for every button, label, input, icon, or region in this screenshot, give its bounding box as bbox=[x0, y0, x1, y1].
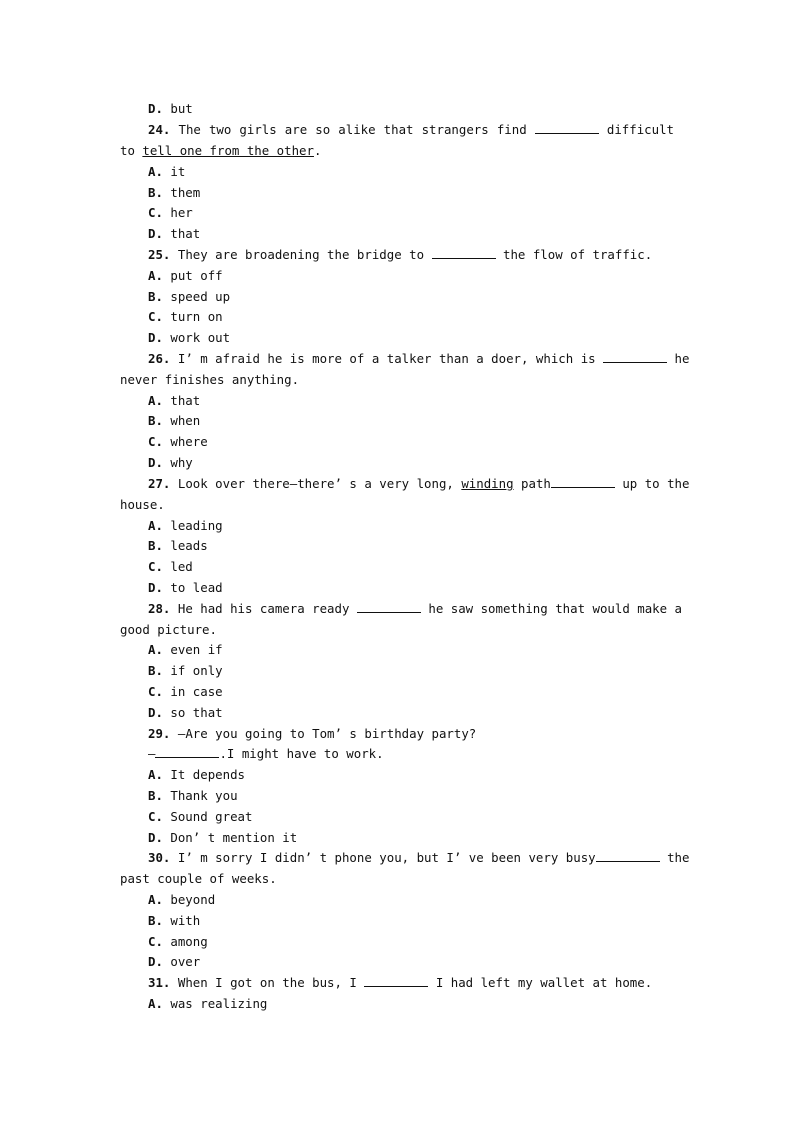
option-text: so that bbox=[170, 705, 223, 720]
option-26-b bbox=[148, 411, 674, 432]
stem-text-after: the bbox=[667, 850, 690, 865]
option-letter: A. bbox=[148, 996, 163, 1011]
dash: — bbox=[148, 746, 156, 761]
option-25-b bbox=[148, 287, 674, 308]
option-text: beyond bbox=[170, 892, 216, 907]
option-text: put off bbox=[170, 268, 223, 283]
stem-text: When I got on the bus, I bbox=[177, 975, 357, 990]
option-letter: D. bbox=[148, 101, 163, 116]
option-text: led bbox=[170, 559, 193, 574]
question-number: 31. bbox=[148, 975, 171, 990]
question-29-stem bbox=[148, 724, 674, 745]
option-text: leading bbox=[170, 518, 223, 533]
option-text: that bbox=[170, 393, 201, 408]
stem-text: The two girls are so alike that strangers find bbox=[178, 122, 527, 137]
option-25-d bbox=[148, 328, 674, 349]
question-number: 25. bbox=[148, 247, 171, 262]
option-letter: D. bbox=[148, 954, 163, 969]
option-letter: C. bbox=[148, 434, 163, 449]
option-letter: B. bbox=[148, 185, 163, 200]
question-24-stem-line2 bbox=[120, 141, 674, 162]
question-24-stem bbox=[148, 120, 674, 141]
stem-text-after: .I might have to work. bbox=[219, 746, 384, 761]
question-number: 26. bbox=[148, 351, 171, 366]
option-letter: C. bbox=[148, 934, 163, 949]
option-text: speed up bbox=[170, 289, 231, 304]
option-letter: D. bbox=[148, 580, 163, 595]
option-28-c bbox=[148, 682, 674, 703]
stem-text: He had his camera ready bbox=[177, 601, 350, 616]
option-text: but bbox=[170, 101, 193, 116]
option-text: over bbox=[170, 954, 201, 969]
option-25-c bbox=[148, 307, 674, 328]
stem-text-after: I had left my wallet at home. bbox=[435, 975, 653, 990]
option-text: among bbox=[170, 934, 208, 949]
stem-text-after: up to the bbox=[622, 476, 690, 491]
option-letter: D. bbox=[148, 455, 163, 470]
option-letter: B. bbox=[148, 413, 163, 428]
stem-punct: . bbox=[313, 143, 322, 158]
option-letter: B. bbox=[148, 289, 163, 304]
option-25-a bbox=[148, 266, 674, 287]
option-letter: C. bbox=[148, 559, 163, 574]
question-number: 28. bbox=[148, 601, 171, 616]
option-26-a bbox=[148, 391, 674, 412]
answer-blank bbox=[432, 246, 496, 259]
option-letter: C. bbox=[148, 684, 163, 699]
option-letter: A. bbox=[148, 393, 163, 408]
option-text: her bbox=[170, 205, 193, 220]
option-text: leads bbox=[170, 538, 208, 553]
option-30-c bbox=[148, 932, 674, 953]
stem-text-after: he bbox=[674, 351, 690, 366]
question-30-stem bbox=[148, 848, 690, 869]
option-text: Don’ t mention it bbox=[170, 830, 298, 845]
stem-text: to bbox=[120, 143, 143, 158]
option-text: It depends bbox=[170, 767, 245, 782]
question-25-stem bbox=[148, 245, 674, 266]
option-letter: D. bbox=[148, 330, 163, 345]
option-30-a bbox=[148, 890, 674, 911]
option-26-c bbox=[148, 432, 674, 453]
question-30-stem-line2: past couple of weeks. bbox=[120, 871, 277, 886]
option-letter: D. bbox=[148, 830, 163, 845]
answer-blank bbox=[596, 849, 660, 862]
question-number: 30. bbox=[148, 850, 171, 865]
stem-text: I’ m afraid he is more of a talker than a doer, which is bbox=[177, 351, 596, 366]
question-27-stem bbox=[148, 474, 690, 495]
option-27-c bbox=[148, 557, 674, 578]
option-text: in case bbox=[170, 684, 223, 699]
question-31-stem bbox=[148, 973, 674, 994]
option-text: work out bbox=[170, 330, 231, 345]
question-26-stem-line2: never finishes anything. bbox=[120, 372, 300, 387]
question-29-reply bbox=[148, 744, 674, 765]
option-letter: A. bbox=[148, 892, 163, 907]
option-27-b bbox=[148, 536, 674, 557]
option-24-d bbox=[148, 224, 674, 245]
answer-blank bbox=[551, 475, 615, 488]
option-text: when bbox=[170, 413, 201, 428]
option-text: with bbox=[170, 913, 201, 928]
option-28-b bbox=[148, 661, 674, 682]
option-24-c bbox=[148, 203, 674, 224]
option-letter: A. bbox=[148, 268, 163, 283]
option-29-a bbox=[148, 765, 674, 786]
question-28-stem bbox=[148, 599, 683, 620]
option-24-b bbox=[148, 183, 674, 204]
option-28-a bbox=[148, 640, 674, 661]
answer-blank bbox=[364, 974, 428, 987]
stem-text: I’ m sorry I didn’ t phone you, but I’ ve been very busy bbox=[177, 850, 596, 865]
question-28-stem-line2: good picture. bbox=[120, 622, 217, 637]
stem-text-after: the flow of traffic. bbox=[502, 247, 653, 262]
question-number: 27. bbox=[148, 476, 171, 491]
option-29-b bbox=[148, 786, 674, 807]
option-text: even if bbox=[170, 642, 223, 657]
option-28-d bbox=[148, 703, 674, 724]
option-text: them bbox=[170, 185, 201, 200]
option-text: to lead bbox=[170, 580, 223, 595]
option-text: Thank you bbox=[170, 788, 238, 803]
option-text: why bbox=[170, 455, 193, 470]
option-letter: C. bbox=[148, 205, 163, 220]
answer-blank bbox=[357, 600, 421, 613]
question-number: 29. bbox=[148, 726, 171, 741]
option-text: if only bbox=[170, 663, 223, 678]
option-letter: D. bbox=[148, 705, 163, 720]
option-letter: B. bbox=[148, 663, 163, 678]
option-30-d bbox=[148, 952, 674, 973]
stem-text-after: difficult bbox=[606, 122, 674, 137]
stem-text: Look over there—there’ s a very long, bbox=[177, 476, 454, 491]
underlined-phrase: tell one from the other bbox=[142, 143, 314, 158]
option-letter: A. bbox=[148, 518, 163, 533]
stem-text: They are broadening the bridge to bbox=[177, 247, 425, 262]
question-number: 24. bbox=[148, 122, 171, 137]
option-29-d bbox=[148, 828, 674, 849]
answer-blank bbox=[535, 121, 599, 134]
option-27-d bbox=[148, 578, 674, 599]
answer-blank bbox=[603, 350, 667, 363]
question-27-stem-line2: house. bbox=[120, 497, 165, 512]
option-letter: B. bbox=[148, 788, 163, 803]
option-letter: A. bbox=[148, 642, 163, 657]
option-30-b bbox=[148, 911, 674, 932]
option-text: Sound great bbox=[170, 809, 253, 824]
answer-blank bbox=[155, 745, 219, 758]
option-23-d bbox=[148, 99, 674, 120]
underlined-word: winding bbox=[461, 476, 514, 491]
option-text: was realizing bbox=[170, 996, 268, 1011]
option-text: that bbox=[170, 226, 201, 241]
option-27-a bbox=[148, 516, 674, 537]
stem-text: —Are you going to Tom’ s birthday party? bbox=[177, 726, 477, 741]
option-letter: D. bbox=[148, 226, 163, 241]
stem-text-after: he saw something that would make a bbox=[428, 601, 683, 616]
option-text: turn on bbox=[170, 309, 223, 324]
option-text: where bbox=[170, 434, 208, 449]
option-letter: A. bbox=[148, 164, 163, 179]
option-letter: C. bbox=[148, 809, 163, 824]
option-29-c bbox=[148, 807, 674, 828]
option-26-d bbox=[148, 453, 674, 474]
option-letter: A. bbox=[148, 767, 163, 782]
option-letter: C. bbox=[148, 309, 163, 324]
option-letter: B. bbox=[148, 538, 163, 553]
question-26-stem bbox=[148, 349, 690, 370]
option-letter: B. bbox=[148, 913, 163, 928]
stem-text-mid: path bbox=[521, 476, 551, 491]
option-24-a bbox=[148, 162, 674, 183]
option-31-a bbox=[148, 994, 674, 1015]
option-text: it bbox=[170, 164, 186, 179]
